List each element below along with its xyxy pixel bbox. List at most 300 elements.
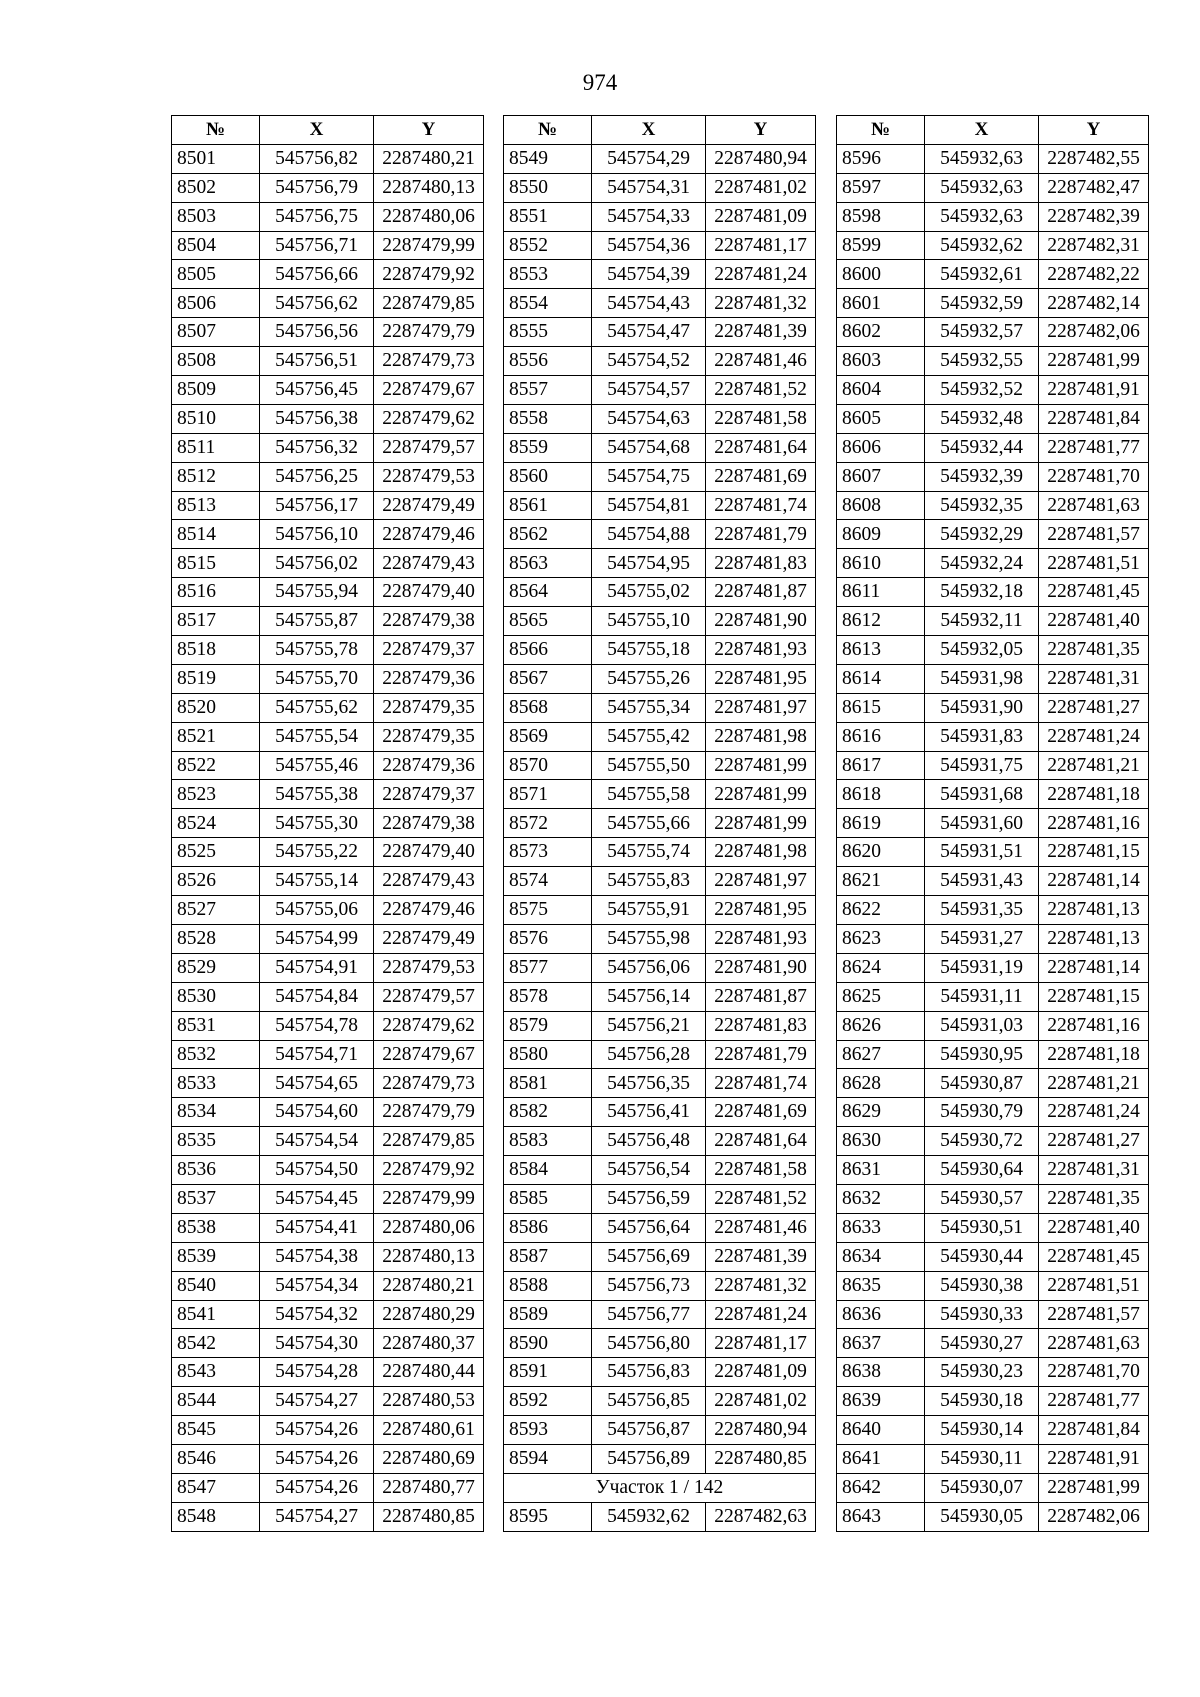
table-row [504,1502,816,1531]
x-coordinate-cell: 545754,28 [260,1358,374,1387]
x-coordinate-cell: 545931,11 [925,982,1039,1011]
y-coordinate-cell: 2287481,63 [1039,491,1149,520]
table-row [172,404,484,433]
point-number-cell: 8574 [504,867,592,896]
table-row [504,462,816,491]
x-coordinate-cell: 545755,10 [592,607,706,636]
point-number-cell: 8554 [504,289,592,318]
x-coordinate-cell: 545755,26 [592,664,706,693]
y-coordinate-cell: 2287482,31 [1039,231,1149,260]
table-row [837,1473,1149,1502]
table-row [504,1184,816,1213]
table-row [172,1358,484,1387]
x-coordinate-cell: 545931,51 [925,838,1039,867]
y-coordinate-cell: 2287481,13 [1039,924,1149,953]
table-row [172,693,484,722]
table-row [504,1127,816,1156]
x-coordinate-cell: 545756,80 [592,1329,706,1358]
y-coordinate-cell: 2287480,13 [374,173,484,202]
y-coordinate-cell: 2287481,74 [706,491,816,520]
table-row [504,1011,816,1040]
x-coordinate-cell: 545932,35 [925,491,1039,520]
point-number-cell: 8525 [172,838,260,867]
point-number-cell: 8620 [837,838,925,867]
point-number-cell: 8560 [504,462,592,491]
y-coordinate-cell: 2287480,94 [706,144,816,173]
y-coordinate-cell: 2287480,21 [374,1271,484,1300]
point-number-cell: 8579 [504,1011,592,1040]
x-coordinate-cell: 545931,03 [925,1011,1039,1040]
y-coordinate-cell: 2287479,49 [374,924,484,953]
x-coordinate-cell: 545754,50 [260,1156,374,1185]
x-coordinate-cell: 545756,32 [260,433,374,462]
y-coordinate-cell: 2287481,18 [1039,1040,1149,1069]
x-coordinate-cell: 545930,64 [925,1156,1039,1185]
table-row [504,693,816,722]
x-coordinate-cell: 545756,62 [260,289,374,318]
table-row [837,491,1149,520]
coordinates-table-2 [503,115,816,1532]
table-row [837,867,1149,896]
column-header-number: № [504,116,592,145]
x-coordinate-cell: 545932,18 [925,578,1039,607]
y-coordinate-cell: 2287481,83 [706,549,816,578]
y-coordinate-cell: 2287481,16 [1039,1011,1149,1040]
y-coordinate-cell: 2287481,21 [1039,1069,1149,1098]
x-coordinate-cell: 545754,32 [260,1300,374,1329]
table-row [172,491,484,520]
point-number-cell: 8561 [504,491,592,520]
x-coordinate-cell: 545756,45 [260,376,374,405]
y-coordinate-cell: 2287481,64 [706,1127,816,1156]
y-coordinate-cell: 2287481,02 [706,1387,816,1416]
header-row [504,116,816,145]
table-row [837,809,1149,838]
table-row [172,751,484,780]
point-number-cell: 8590 [504,1329,592,1358]
table-row [172,1011,484,1040]
table-row [172,982,484,1011]
x-coordinate-cell: 545931,19 [925,953,1039,982]
table-row [837,520,1149,549]
point-number-cell: 8545 [172,1416,260,1445]
y-coordinate-cell: 2287481,46 [706,1213,816,1242]
table-row [172,1387,484,1416]
table-row [172,722,484,751]
y-coordinate-cell: 2287481,95 [706,896,816,925]
y-coordinate-cell: 2287481,45 [1039,1242,1149,1271]
column-header-number: № [172,116,260,145]
point-number-cell: 8601 [837,289,925,318]
table-row [504,896,816,925]
point-number-cell: 8588 [504,1271,592,1300]
point-number-cell: 8637 [837,1329,925,1358]
point-number-cell: 8636 [837,1300,925,1329]
point-number-cell: 8534 [172,1098,260,1127]
point-number-cell: 8640 [837,1416,925,1445]
y-coordinate-cell: 2287479,62 [374,404,484,433]
point-number-cell: 8542 [172,1329,260,1358]
table-row [837,1040,1149,1069]
x-coordinate-cell: 545930,38 [925,1271,1039,1300]
table-row [837,1242,1149,1271]
point-number-cell: 8516 [172,578,260,607]
x-coordinate-cell: 545930,27 [925,1329,1039,1358]
point-number-cell: 8602 [837,318,925,347]
point-number-cell: 8607 [837,462,925,491]
x-coordinate-cell: 545756,73 [592,1271,706,1300]
y-coordinate-cell: 2287479,53 [374,462,484,491]
x-coordinate-cell: 545755,18 [592,636,706,665]
table-row [172,1213,484,1242]
y-coordinate-cell: 2287481,16 [1039,809,1149,838]
point-number-cell: 8618 [837,780,925,809]
table-row [837,1444,1149,1473]
point-number-cell: 8634 [837,1242,925,1271]
x-coordinate-cell: 545930,23 [925,1358,1039,1387]
x-coordinate-cell: 545756,41 [592,1098,706,1127]
point-number-cell: 8641 [837,1444,925,1473]
y-coordinate-cell: 2287481,95 [706,664,816,693]
x-coordinate-cell: 545756,89 [592,1444,706,1473]
x-coordinate-cell: 545756,28 [592,1040,706,1069]
point-number-cell: 8619 [837,809,925,838]
x-coordinate-cell: 545754,26 [260,1416,374,1445]
point-number-cell: 8551 [504,202,592,231]
table-row [504,433,816,462]
point-number-cell: 8613 [837,636,925,665]
x-coordinate-cell: 545754,68 [592,433,706,462]
y-coordinate-cell: 2287482,55 [1039,144,1149,173]
table-row [504,376,816,405]
y-coordinate-cell: 2287481,69 [706,1098,816,1127]
point-number-cell: 8515 [172,549,260,578]
y-coordinate-cell: 2287481,17 [706,231,816,260]
table-row [837,404,1149,433]
point-number-cell: 8565 [504,607,592,636]
table-row [172,1098,484,1127]
y-coordinate-cell: 2287481,27 [1039,1127,1149,1156]
x-coordinate-cell: 545754,57 [592,376,706,405]
point-number-cell: 8505 [172,260,260,289]
table-row [172,1416,484,1445]
x-coordinate-cell: 545754,26 [260,1473,374,1502]
x-coordinate-cell: 545932,63 [925,173,1039,202]
point-number-cell: 8593 [504,1416,592,1445]
y-coordinate-cell: 2287480,37 [374,1329,484,1358]
y-coordinate-cell: 2287479,35 [374,722,484,751]
point-number-cell: 8556 [504,347,592,376]
point-number-cell: 8610 [837,549,925,578]
x-coordinate-cell: 545756,83 [592,1358,706,1387]
y-coordinate-cell: 2287481,35 [1039,636,1149,665]
table-row [172,1242,484,1271]
y-coordinate-cell: 2287479,99 [374,231,484,260]
y-coordinate-cell: 2287481,79 [706,520,816,549]
point-number-cell: 8541 [172,1300,260,1329]
table-row [172,1502,484,1531]
x-coordinate-cell: 545931,27 [925,924,1039,953]
point-number-cell: 8568 [504,693,592,722]
x-coordinate-cell: 545931,83 [925,722,1039,751]
y-coordinate-cell: 2287480,94 [706,1416,816,1445]
point-number-cell: 8517 [172,607,260,636]
y-coordinate-cell: 2287481,17 [706,1329,816,1358]
x-coordinate-cell: 545755,62 [260,693,374,722]
x-coordinate-cell: 545932,39 [925,462,1039,491]
table-row [504,202,816,231]
x-coordinate-cell: 545755,30 [260,809,374,838]
table-row [837,144,1149,173]
table-row [504,1387,816,1416]
point-number-cell: 8623 [837,924,925,953]
y-coordinate-cell: 2287479,53 [374,953,484,982]
table-row [504,780,816,809]
point-number-cell: 8586 [504,1213,592,1242]
table-row [504,520,816,549]
y-coordinate-cell: 2287481,91 [1039,1444,1149,1473]
table-row [837,1387,1149,1416]
x-coordinate-cell: 545754,30 [260,1329,374,1358]
x-coordinate-cell: 545932,11 [925,607,1039,636]
x-coordinate-cell: 545931,43 [925,867,1039,896]
x-coordinate-cell: 545755,22 [260,838,374,867]
point-number-cell: 8600 [837,260,925,289]
y-coordinate-cell: 2287481,27 [1039,693,1149,722]
point-number-cell: 8612 [837,607,925,636]
x-coordinate-cell: 545930,07 [925,1473,1039,1502]
point-number-cell: 8567 [504,664,592,693]
point-number-cell: 8555 [504,318,592,347]
y-coordinate-cell: 2287479,43 [374,867,484,896]
y-coordinate-cell: 2287480,13 [374,1242,484,1271]
point-number-cell: 8626 [837,1011,925,1040]
x-coordinate-cell: 545755,66 [592,809,706,838]
point-number-cell: 8553 [504,260,592,289]
y-coordinate-cell: 2287481,51 [1039,1271,1149,1300]
y-coordinate-cell: 2287481,46 [706,347,816,376]
table-row [837,693,1149,722]
y-coordinate-cell: 2287480,85 [706,1444,816,1473]
table-row [837,751,1149,780]
table-row [172,376,484,405]
point-number-cell: 8616 [837,722,925,751]
x-coordinate-cell: 545754,36 [592,231,706,260]
point-number-cell: 8587 [504,1242,592,1271]
point-number-cell: 8627 [837,1040,925,1069]
table-row [504,953,816,982]
table-row [504,838,816,867]
point-number-cell: 8605 [837,404,925,433]
y-coordinate-cell: 2287479,37 [374,780,484,809]
table-row [504,1213,816,1242]
y-coordinate-cell: 2287479,62 [374,1011,484,1040]
table-row [837,231,1149,260]
table-row [172,1444,484,1473]
x-coordinate-cell: 545754,84 [260,982,374,1011]
table-row [837,260,1149,289]
y-coordinate-cell: 2287481,45 [1039,578,1149,607]
y-coordinate-cell: 2287481,99 [706,780,816,809]
point-number-cell: 8535 [172,1127,260,1156]
x-coordinate-cell: 545755,94 [260,578,374,607]
table-row [504,1156,816,1185]
x-coordinate-cell: 545756,10 [260,520,374,549]
point-number-cell: 8628 [837,1069,925,1098]
x-coordinate-cell: 545755,14 [260,867,374,896]
table-row [837,578,1149,607]
y-coordinate-cell: 2287481,77 [1039,1387,1149,1416]
point-number-cell: 8540 [172,1271,260,1300]
x-coordinate-cell: 545755,58 [592,780,706,809]
table-row [172,202,484,231]
x-coordinate-cell: 545930,72 [925,1127,1039,1156]
x-coordinate-cell: 545932,62 [592,1502,706,1531]
point-number-cell: 8621 [837,867,925,896]
point-number-cell: 8589 [504,1300,592,1329]
table-row [172,1184,484,1213]
table-row [837,924,1149,953]
x-coordinate-cell: 545754,31 [592,173,706,202]
x-coordinate-cell: 545756,25 [260,462,374,491]
coordinates-table-3 [836,115,1149,1532]
y-coordinate-cell: 2287479,46 [374,520,484,549]
x-coordinate-cell: 545930,87 [925,1069,1039,1098]
header-row [837,116,1149,145]
y-coordinate-cell: 2287481,24 [706,260,816,289]
table-row [837,953,1149,982]
x-coordinate-cell: 545756,51 [260,347,374,376]
table-row [172,809,484,838]
y-coordinate-cell: 2287482,14 [1039,289,1149,318]
point-number-cell: 8504 [172,231,260,260]
point-number-cell: 8572 [504,809,592,838]
table-row [172,347,484,376]
table-row [172,664,484,693]
point-number-cell: 8547 [172,1473,260,1502]
x-coordinate-cell: 545755,87 [260,607,374,636]
x-coordinate-cell: 545931,60 [925,809,1039,838]
x-coordinate-cell: 545754,43 [592,289,706,318]
y-coordinate-cell: 2287481,24 [1039,722,1149,751]
y-coordinate-cell: 2287481,39 [706,318,816,347]
y-coordinate-cell: 2287479,43 [374,549,484,578]
table-row [504,809,816,838]
table-row [504,1300,816,1329]
table-row [172,260,484,289]
table-row [172,924,484,953]
point-number-cell: 8635 [837,1271,925,1300]
y-coordinate-cell: 2287481,24 [706,1300,816,1329]
point-number-cell: 8506 [172,289,260,318]
point-number-cell: 8566 [504,636,592,665]
table-row [504,607,816,636]
x-coordinate-cell: 545930,14 [925,1416,1039,1445]
y-coordinate-cell: 2287481,83 [706,1011,816,1040]
x-coordinate-cell: 545932,62 [925,231,1039,260]
x-coordinate-cell: 545754,34 [260,1271,374,1300]
table-row [504,231,816,260]
point-number-cell: 8530 [172,982,260,1011]
table-row [837,896,1149,925]
x-coordinate-cell: 545754,81 [592,491,706,520]
y-coordinate-cell: 2287481,58 [706,1156,816,1185]
x-coordinate-cell: 545756,82 [260,144,374,173]
x-coordinate-cell: 545930,57 [925,1184,1039,1213]
table-row [504,549,816,578]
column-header-number: № [837,116,925,145]
point-number-cell: 8580 [504,1040,592,1069]
y-coordinate-cell: 2287481,13 [1039,896,1149,925]
point-number-cell: 8526 [172,867,260,896]
x-coordinate-cell: 545932,61 [925,260,1039,289]
y-coordinate-cell: 2287481,99 [1039,347,1149,376]
x-coordinate-cell: 545756,48 [592,1127,706,1156]
point-number-cell: 8571 [504,780,592,809]
table-row [504,578,816,607]
x-coordinate-cell: 545754,47 [592,318,706,347]
x-coordinate-cell: 545930,05 [925,1502,1039,1531]
table-row [504,347,816,376]
y-coordinate-cell: 2287481,52 [706,1184,816,1213]
x-coordinate-cell: 545754,29 [592,144,706,173]
x-coordinate-cell: 545932,63 [925,144,1039,173]
point-number-cell: 8598 [837,202,925,231]
x-coordinate-cell: 545756,79 [260,173,374,202]
x-coordinate-cell: 545754,75 [592,462,706,491]
table-row [837,376,1149,405]
point-number-cell: 8518 [172,636,260,665]
table-row [504,1416,816,1445]
y-coordinate-cell: 2287481,09 [706,1358,816,1387]
y-coordinate-cell: 2287481,90 [706,607,816,636]
point-number-cell: 8577 [504,953,592,982]
point-number-cell: 8569 [504,722,592,751]
column-header-y: Y [706,116,816,145]
x-coordinate-cell: 545754,52 [592,347,706,376]
point-number-cell: 8638 [837,1358,925,1387]
y-coordinate-cell: 2287481,93 [706,924,816,953]
point-number-cell: 8611 [837,578,925,607]
x-coordinate-cell: 545754,91 [260,953,374,982]
x-coordinate-cell: 545931,75 [925,751,1039,780]
point-number-cell: 8632 [837,1184,925,1213]
y-coordinate-cell: 2287481,99 [1039,1473,1149,1502]
column-header-x: X [260,116,374,145]
x-coordinate-cell: 545756,66 [260,260,374,289]
x-coordinate-cell: 545931,68 [925,780,1039,809]
x-coordinate-cell: 545932,05 [925,636,1039,665]
point-number-cell: 8609 [837,520,925,549]
y-coordinate-cell: 2287481,40 [1039,607,1149,636]
table-row [837,1184,1149,1213]
x-coordinate-cell: 545756,02 [260,549,374,578]
point-number-cell: 8512 [172,462,260,491]
point-number-cell: 8510 [172,404,260,433]
table-row [172,607,484,636]
y-coordinate-cell: 2287479,40 [374,578,484,607]
table-row [837,1300,1149,1329]
x-coordinate-cell: 545756,75 [260,202,374,231]
y-coordinate-cell: 2287481,52 [706,376,816,405]
table-row [504,982,816,1011]
table-row [837,1069,1149,1098]
point-number-cell: 8531 [172,1011,260,1040]
y-coordinate-cell: 2287480,44 [374,1358,484,1387]
x-coordinate-cell: 545930,18 [925,1387,1039,1416]
y-coordinate-cell: 2287481,70 [1039,462,1149,491]
table-row [837,462,1149,491]
